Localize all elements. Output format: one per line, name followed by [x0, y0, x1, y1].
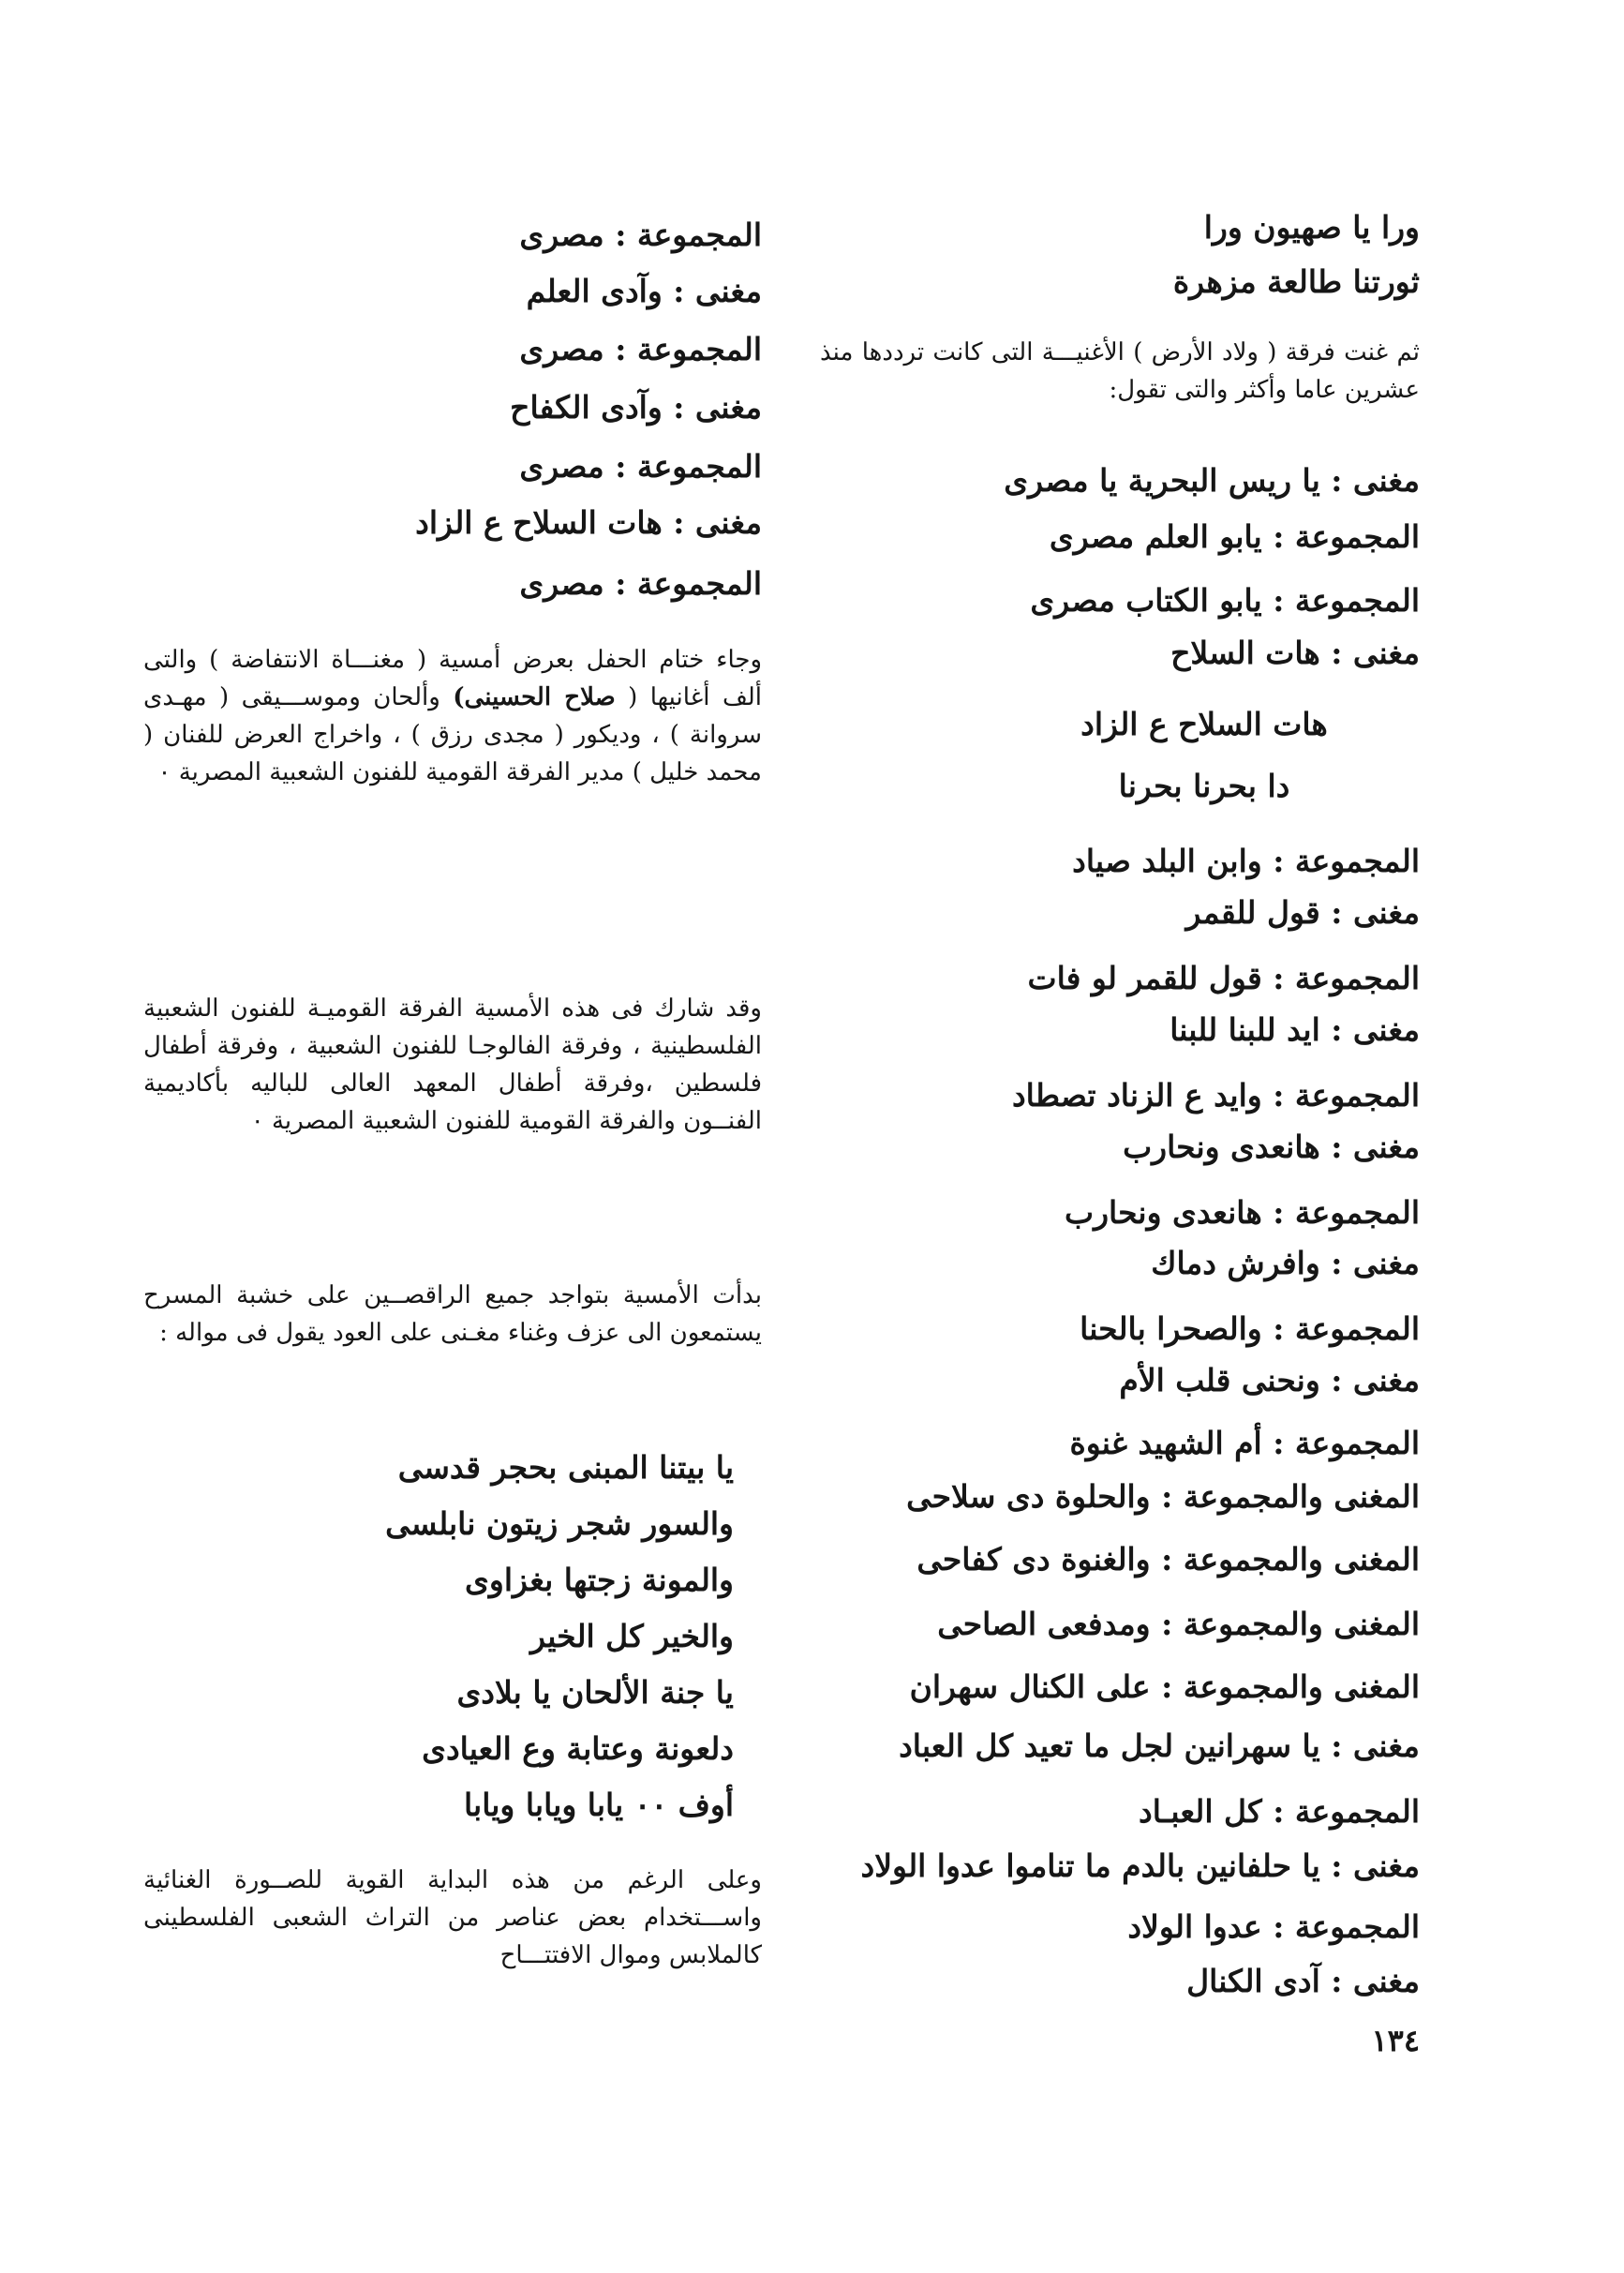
opening-verse-line: ورا يا صهيون ورا: [1203, 209, 1420, 246]
mawwal-verse: يا جنة الألحان يا بلادى: [456, 1674, 734, 1711]
dialogue-line: مغنى : هانعدى ونحارب: [1123, 1129, 1420, 1165]
dialogue-line: المجموعة : مصرى: [519, 217, 762, 253]
dialogue-line: المجموعة : وايد ع الزناد تصطاد: [1011, 1077, 1420, 1114]
opening-verse-line: ثورتنا طالعة مزهرة: [1172, 263, 1420, 300]
closing-paragraph: [143, 641, 762, 791]
dialogue-line: المغنى والمجموعة : والحلوة دى سلاحى: [906, 1478, 1420, 1515]
dialogue-line: المجموعة : كل العبـاد: [1139, 1793, 1420, 1830]
mawwal-verse: والسور شجر زيتون نابلسى: [385, 1505, 734, 1542]
final-paragraph: وعلى الرغم من هذه البداية القوية للصــورة الغنائية واســـتخدام بعض عناصر من التراث الشعبى الفلسطينى كالملابس وموال الافتتـــاح: [143, 1866, 762, 1969]
paragraph-text: وجاء ختام الحفل بعرض أمسية ( مغنـــاة الانتفاضة ) والتى ألف أغانيها (: [143, 646, 763, 711]
mawwal-verse: دلعونة وعتابة وع العيادى: [422, 1730, 734, 1767]
mawwal-verse: أوف ٠٠ يابا ويابا ويابا: [463, 1787, 734, 1823]
dialogue-line: مغنى : هات السلاح: [1170, 635, 1420, 671]
dialogue-line: مغنى : قول للقمر: [1185, 894, 1420, 931]
dialogue-line: المجموعة : مصرى: [519, 331, 762, 367]
dialogue-line: المجموعة : مصرى: [519, 448, 762, 485]
lyricist-name: صلاح الحسينى): [453, 683, 616, 711]
dialogue-line: المجموعة : يابو الكتاب مصرى: [1030, 582, 1420, 619]
dialogue-line: المجموعة : قول للقمر لو فات: [1027, 960, 1420, 996]
page-number: ١٣٤: [1371, 2023, 1420, 2058]
dialogue-line: مغنى : آدى الكنال: [1186, 1963, 1420, 1999]
paragraph-text: وألحان وموســـيقى ( مهـدى سروانة ) ، وديكور ( مجدى رزق ) ، واخراج العرض للفنان ( محمد خليل ) مدير الفرقة القومية للفنون الشعبية المصرية ٠: [143, 683, 762, 786]
dialogue-line: هات السلاح ع الزاد: [1080, 706, 1328, 742]
opening-paragraph: بدأت الأمسية بتواجد جميع الراقصــين على خشبة المسرح يستمعون الى عزف وغناء مغـنى على العود يقول فى مواله :: [143, 1281, 762, 1347]
dialogue-line: مغنى : يا سهرانين لجل ما تعيد كل العباد: [899, 1727, 1420, 1764]
dialogue-line: مغنى : وآدى الكفاح: [510, 389, 762, 426]
dialogue-line: مغنى : يا ريس البحرية يا مصرى: [1004, 462, 1420, 499]
dialogue-line: المغنى والمجموعة : والغنوة دى كفاحى: [916, 1541, 1420, 1578]
dialogue-line: مغنى : ايد للبنا للبنا: [1170, 1011, 1420, 1048]
intro-paragraph: ثم غنت فرقة ( ولاد الأرض ) الأغنيـــة التى كانت ترددها منذ عشرين عاما وأكثر والتى تقول:: [820, 338, 1420, 404]
left-column: [143, 0, 762, 2273]
mawwal-verse: والمونة زجتها بغزاوى: [465, 1562, 734, 1598]
dialogue-line: المغنى والمجموعة : على الكنال سهران: [909, 1668, 1420, 1705]
dialogue-line: مغنى : وافرش دماك: [1151, 1245, 1420, 1281]
dialogue-line: المجموعة : عدوا الولاد: [1127, 1908, 1420, 1945]
participants-paragraph: وقد شارك فى هذه الأمسية الفرقة القوميـة للفنون الشعبية الفلسطينية ، وفرقة الفالوجـا للفنون الشعبية ، وفرقة أطفال فلسطين ،وفرقة أطفال المعهد العالى للباليه بأكاديمية الفنــون والفرقة القومية للفنون الشعبية المصرية ٠: [143, 994, 762, 1135]
dialogue-line: المجموعة : مصرى: [519, 565, 762, 602]
dialogue-line: دا بحرنا بحرنا: [1118, 768, 1290, 804]
mawwal-verse: والخير كل الخير: [530, 1618, 734, 1654]
dialogue-line: المجموعة : وابن البلد صياد: [1072, 843, 1420, 879]
dialogue-line: المغنى والمجموعة : ومدفعى الصاحى: [937, 1606, 1420, 1642]
dialogue-line: المجموعة : أم الشهيد غنوة: [1069, 1425, 1420, 1461]
dialogue-line: المجموعة : والصحرا بالحنا: [1080, 1310, 1420, 1347]
right-column: [820, 0, 1420, 2273]
dialogue-line: مغنى : هات السلاح ع الزاد: [415, 504, 762, 541]
mawwal-verse: يا بيتنا المبنى بحجر قدسى: [397, 1449, 734, 1486]
dialogue-line: مغنى : يا حلفانين بالدم ما تناموا عدوا الولاد: [860, 1847, 1420, 1884]
dialogue-line: المجموعة : يابو العلم مصرى: [1049, 518, 1420, 555]
dialogue-line: مغنى : ونحنى قلب الأم: [1119, 1362, 1420, 1398]
dialogue-line: المجموعة : هانعدى ونحارب: [1065, 1194, 1420, 1231]
dialogue-line: مغنى : وآدى العلم: [526, 273, 762, 309]
